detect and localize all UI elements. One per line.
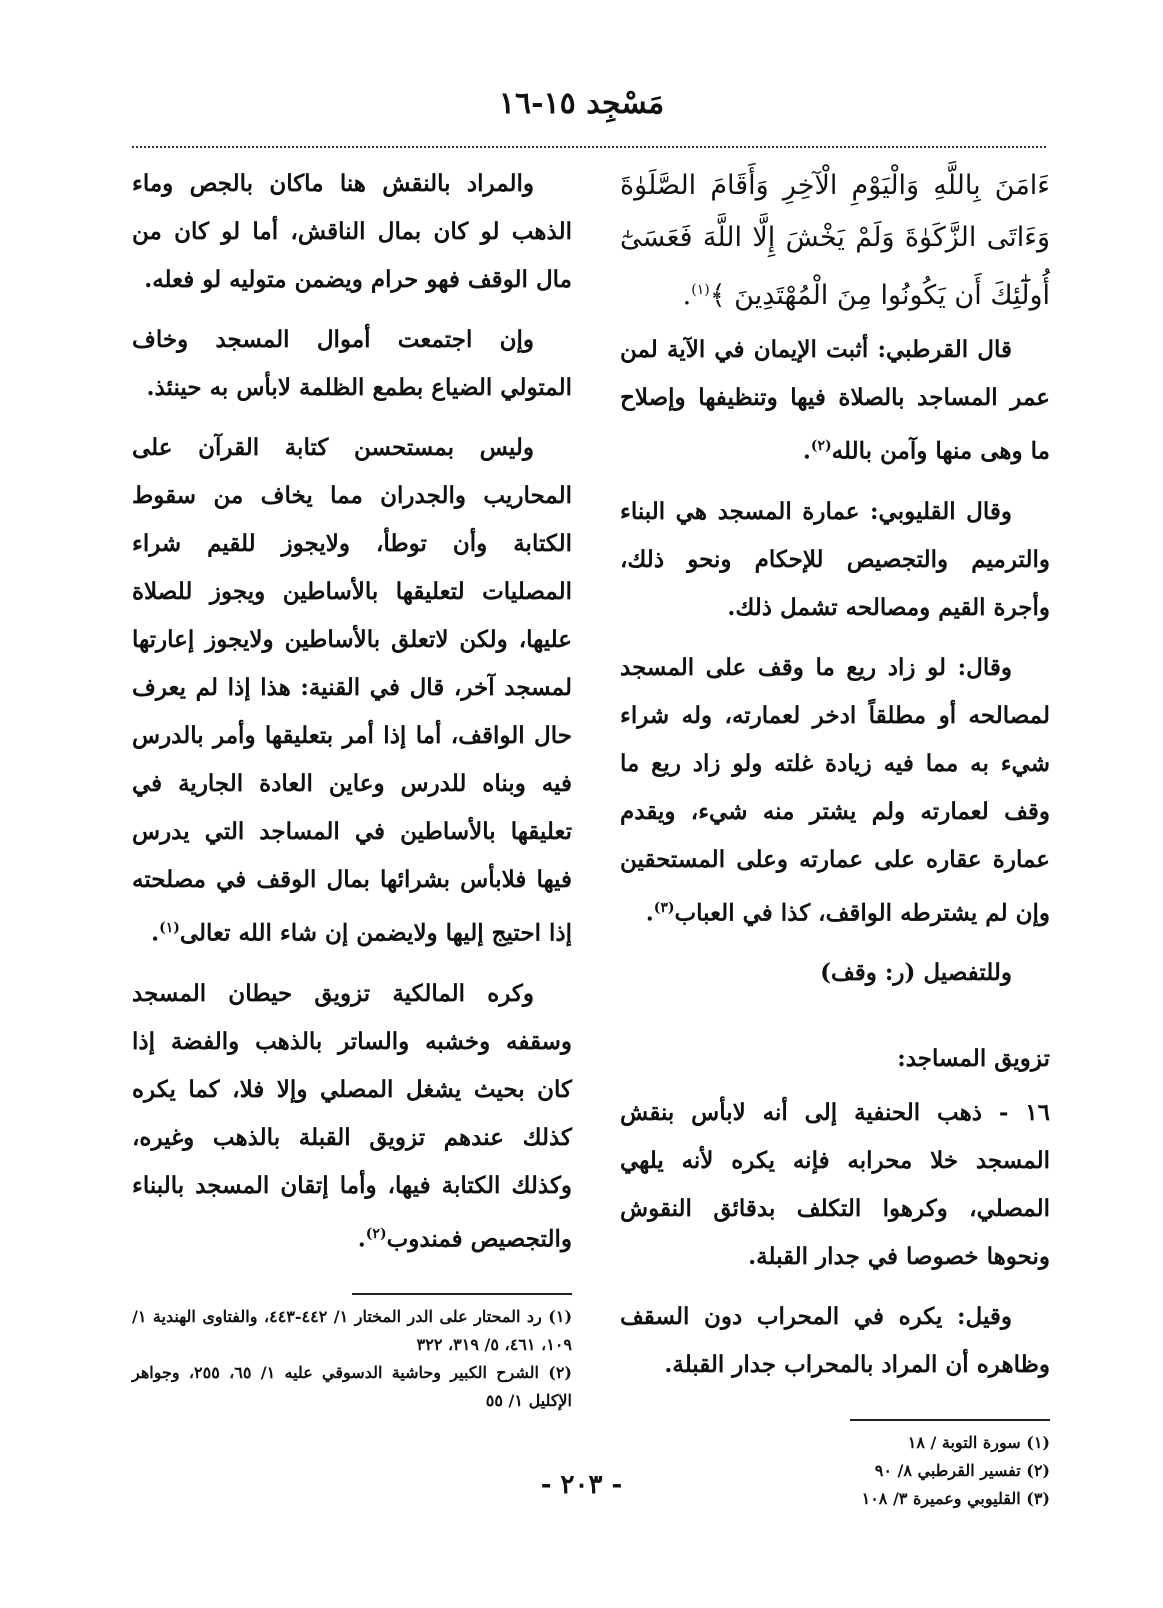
page-number: - ٢٠٣ - (540, 1470, 623, 1500)
quran-verse: ءَامَنَ بِاللَّهِ وَالْيَوْمِ الْآخِرِ وَأَقَامَ الصَّلَوٰةَ وَءَاتَى الزَّكَوٰةَ وَلَمْ يَخْشَ إِلَّا اللَّهَ فَعَسَىٰٓ أُولَٰٓئِكَ أَن يَكُونُوا مِنَ الْمُهْتَدِينَ ﴾$^{(١)}$. (620, 170, 1050, 311)
footnote-ref: (٣) (653, 899, 675, 916)
paragraph-quran-writing: وليس بمستحسن كتابة القرآن على المحاريب والجدران مما يخاف من سقوط الكتابة وأن توطأ، ولايجوز للقيم شراء المصليات لتعليقها بالأساطين ويجوز للصلاة عليها، ولكن لاتعلق بالأساطين ولايجوز إعارتها لمسجد آخر، قال في القنية: هذا إذا لم يعرف حال الواقف، أما إذا أمر بتعليقها وأمر بالدرس فيه وبناه للدرس وعاين العادة الجارية في تعليقها بالأساطين في المساجد التي يدرس فيها فلابأس بشرائها بمال الوقف في مصلحته إذا احتيج إليها ولايضمن إن شاء الله تعالى$^{(١)}$. (132, 434, 572, 947)
footnote-ref: (٢) (810, 438, 832, 454)
footnote-ref: (١) (159, 920, 180, 936)
footnote-ref: (١) (691, 282, 710, 298)
footnote-ref: (٢) (365, 1225, 387, 1242)
right-column (620, 160, 1050, 1513)
footnote: (١) سورة التوبة / ١٨ (907, 1433, 1050, 1453)
paragraph-engraving: والمراد بالنقش هنا ماكان بالجص وماء الذهب لو كان بمال الناقش، أما لو كان من مال الوقف فهو حرام ويضمن متوليه لو فعله. (132, 170, 572, 293)
page-header (0, 86, 1163, 121)
paragraph-funds: وإن اجتمعت أموال المسجد وخاف المتولي الضياع بطمع الظلمة لابأس به حينئذ. (132, 326, 572, 401)
paragraph-qurtubi: قال القرطبي: أثبت الإيمان في الآية لمن عمر المساجد بالصلاة فيها وتنظيفها وإصلاح ما وهى منها وآمن بالله$^{(٢)}$. (620, 336, 1050, 465)
footnote: (١) رد المحتار على الدر المختار ١/ ٤٤٢-٤٤٣، والفتاوى الهندية ١/ ١٠٩، ٤٦١، ٥/ ٣١٩، ٣٢٢ (132, 1307, 573, 1355)
footnote-divider (850, 1419, 1050, 1421)
footnote: (٢) تفسير القرطبي ٨/ ٩٠ (874, 1461, 1050, 1481)
paragraph-text: وقال: لو زاد ريع ما وقف على المسجد لمصالحه أو مطلقاً ادخر لعمارته، وله شراء شيء به مما فيه زيادة غلته ولو زاد ريع ما وقف لعمارته ولم يشتر منه شيء، ويقدم عمارة عقاره على عمارته وعلى المستحقين وإن لم يشترطه الواقف، كذا في العباب (620, 653, 1050, 927)
quran-verse-text: ءَامَنَ بِاللَّهِ وَالْيَوْمِ الْآخِرِ وَأَقَامَ الصَّلَوٰةَ وَءَاتَى الزَّكَوٰةَ وَلَمْ يَخْشَ إِلَّا اللَّهَ فَعَسَىٰٓ أُولَٰٓئِكَ أَن يَكُونُوا مِنَ الْمُهْتَدِينَ ﴾ (620, 170, 1050, 311)
paragraph-maliki: وكره المالكية تزويق حيطان المسجد وسقفه وخشبه والساتر بالذهب والفضة إذا كان بحيث يشغل المصلي وإلا فلا، كما يكره كذلك عندهم تزويق القبلة بالذهب وغيره، وكذلك الكتابة فيها، وأما إتقان المسجد بالبناء والتجصيص فمندوب$^{(٢)}$. (132, 979, 572, 1253)
footnote-divider (352, 1293, 572, 1295)
section-title: تزويق المساجد: (897, 1045, 1050, 1073)
paragraph-hanafi: ١٦ - ذهب الحنفية إلى أنه لابأس بنقش المسجد خلا محرابه فإنه يكره لأنه يلهي المصلي، وكرهوا التكلف بدقائق النقوش ونحوها خصوصا في جدار القبلة. (620, 1099, 1050, 1271)
left-column (132, 160, 572, 1415)
paragraph-text: قال القرطبي: أثبت الإيمان في الآية لمن عمر المساجد بالصلاة فيها وتنظيفها وإصلاح ما وهى منها وآمن بالله (620, 336, 1050, 465)
paragraph-text: وكره المالكية تزويق حيطان المسجد وسقفه وخشبه والساتر بالذهب والفضة إذا كان بحيث يشغل المصلي وإلا فلا، كما يكره كذلك عندهم تزويق القبلة بالذهب وغيره، وكذلك الكتابة فيها، وأما إتقان المسجد بالبناء والتجصيص فمندوب (132, 979, 572, 1253)
paragraph-text: وليس بمستحسن كتابة القرآن على المحاريب والجدران مما يخاف من سقوط الكتابة وأن توطأ، ولايجوز للقيم شراء المصليات لتعليقها بالأساطين ويجوز للصلاة عليها، ولكن لاتعلق بالأساطين ولايجوز إعارتها لمسجد آخر، قال في القنية: هذا إذا لم يعرف حال الواقف، أما إذا أمر بتعليقها وأمر بالدرس فيه وبناه للدرس وعاين العادة الجارية في تعليقها بالأساطين في المساجد التي يدرس فيها فلابأس بشرائها بمال الوقف في مصلحته إذا احتيج إليها ولايضمن إن شاء الله تعالى (132, 434, 572, 947)
page-title: مَسْجِد ١٥-١٦ (498, 86, 665, 121)
footnote: (٢) الشرح الكبير وحاشية الدسوقي عليه ١/ ٦٥، ٢٥٥، وجواهر الإكليل ١/ ٥٥ (132, 1363, 572, 1411)
header-divider (132, 146, 1046, 148)
paragraph-mihrab: وقيل: يكره في المحراب دون السقف وظاهره أن المراد بالمحراب جدار القبلة. (620, 1303, 1050, 1379)
footnotes-left (132, 1303, 572, 1415)
footnote: (٣) القليوبي وعميرة ٣/ ١٠٨ (861, 1489, 1050, 1509)
paragraph-qalyubi: وقال القليوبي: عمارة المسجد هي البناء والترميم والتجصيص للإحكام ونحو ذلك، وأجرة القيم ومصالحه تشمل ذلك. (620, 497, 1050, 621)
paragraph-waqf-surplus: وقال: لو زاد ريع ما وقف على المسجد لمصالحه أو مطلقاً ادخر لعمارته، وله شراء شيء به مما فيه زيادة غلته ولو زاد ريع ما وقف لعمارته ولم يشتر منه شيء، ويقدم عمارة عقاره على عمارته وعلى المستحقين وإن لم يشترطه الواقف، كذا في العباب$^{(٣)}$. (620, 653, 1050, 927)
paragraph-cross-reference: وللتفصيل (ر: وقف) (820, 959, 1012, 987)
